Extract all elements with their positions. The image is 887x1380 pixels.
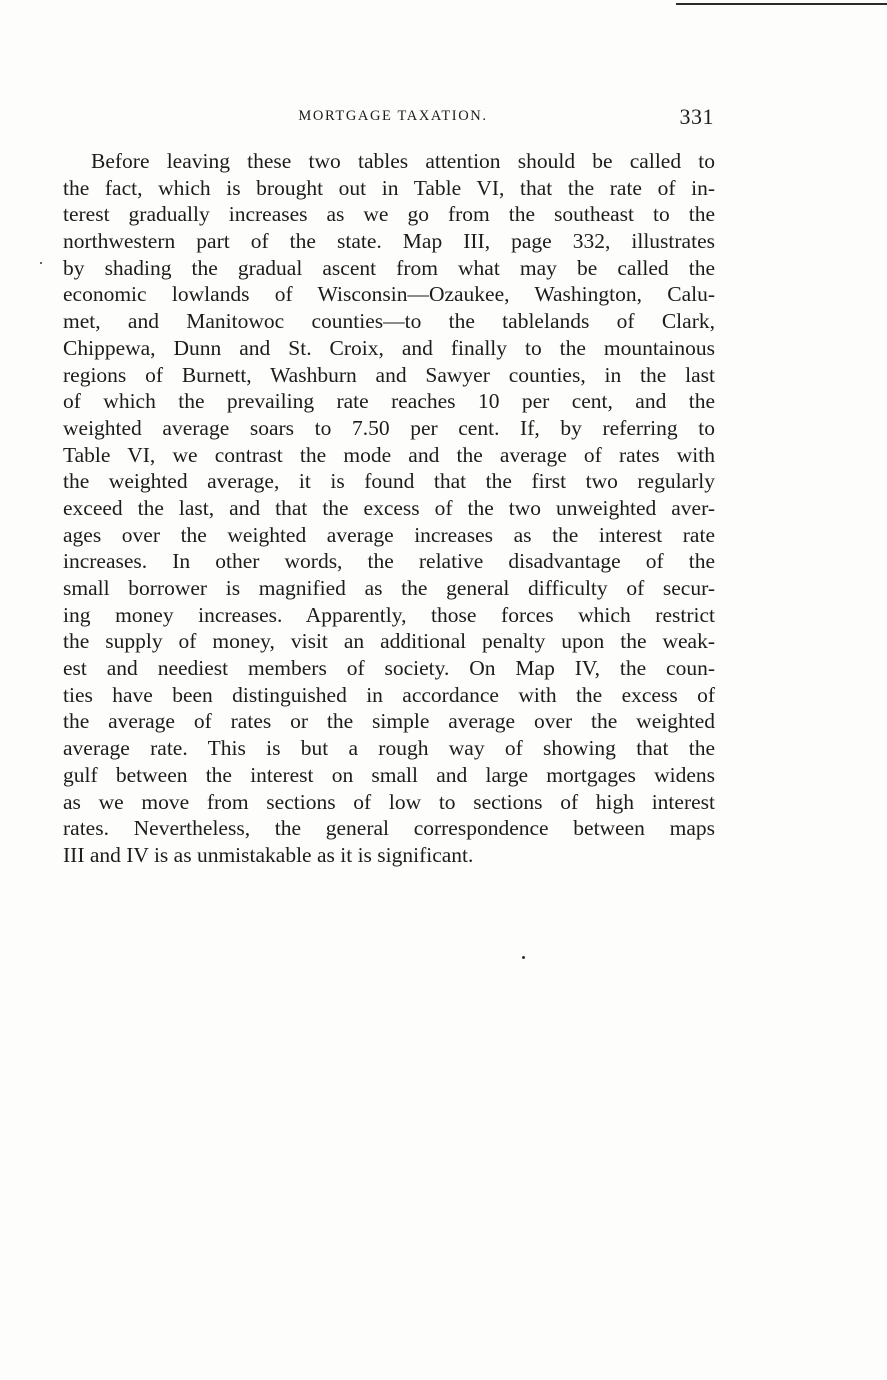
text-line: of which the prevailing rate reaches 10 per cent, and the [63,389,715,414]
text-line: economic lowlands of Wisconsin—Ozaukee, Washington, Calu- [63,282,715,307]
text-line: northwestern part of the state. Map III, page 332, illustrates [63,229,715,254]
text-line: III and IV is as unmistakable as it is significant. [63,842,474,867]
paper-speck [40,262,42,264]
top-edge-rule [676,3,887,5]
text-line: met, and Manitowoc counties—to the tablelands of Clark, [63,309,715,334]
text-line: gulf between the interest on small and large mortgages widens [63,762,715,787]
text-line: the weighted average, it is found that the first two regularly [63,469,715,494]
text-line: rates. Nevertheless, the general correspondence between maps [63,816,715,841]
text-line: ages over the weighted average increases as the interest rate [63,522,715,547]
text-line: Chippewa, Dunn and St. Croix, and finally to the mountainous [63,335,715,360]
text-line: by shading the gradual ascent from what may be called the [63,255,715,280]
text-line: est and neediest members of society. On Map IV, the coun- [63,656,715,681]
text-line: terest gradually increases as we go from the southeast to the [63,202,715,227]
text-line: as we move from sections of low to sections of high interest [63,789,715,814]
text-line: regions of Burnett, Washburn and Sawyer counties, in the last [63,362,715,387]
text-line: the supply of money, visit an additional penalty upon the weak- [63,629,715,654]
paper-speck [522,956,525,959]
text-line: small borrower is magnified as the general difficulty of secur- [63,576,715,600]
text-line: ing money increases. Apparently, those forces which restrict [63,602,715,627]
running-title: MORTGAGE TAXATION. [298,108,488,124]
text-line: Table VI, we contrast the mode and the average of rates with [63,442,715,467]
text-line: exceed the last, and that the excess of the two unweighted aver- [63,495,715,520]
text-line: Before leaving these two tables attention should be called to [91,149,715,173]
text-line: ties have been distinguished in accordance with the excess of [63,682,715,707]
text-line: the average of rates or the simple average over the weighted [63,709,715,734]
text-line: average rate. This is but a rough way of showing that the [63,736,715,761]
text-line: the fact, which is brought out in Table VI, that the rate of in- [63,175,715,200]
paragraph [63,148,715,869]
running-head [66,106,714,134]
text-line: weighted average soars to 7.50 per cent. If, by referring to [63,415,715,440]
page-number: 331 [679,104,714,129]
text-line: increases. In other words, the relative disadvantage of the [63,549,715,574]
